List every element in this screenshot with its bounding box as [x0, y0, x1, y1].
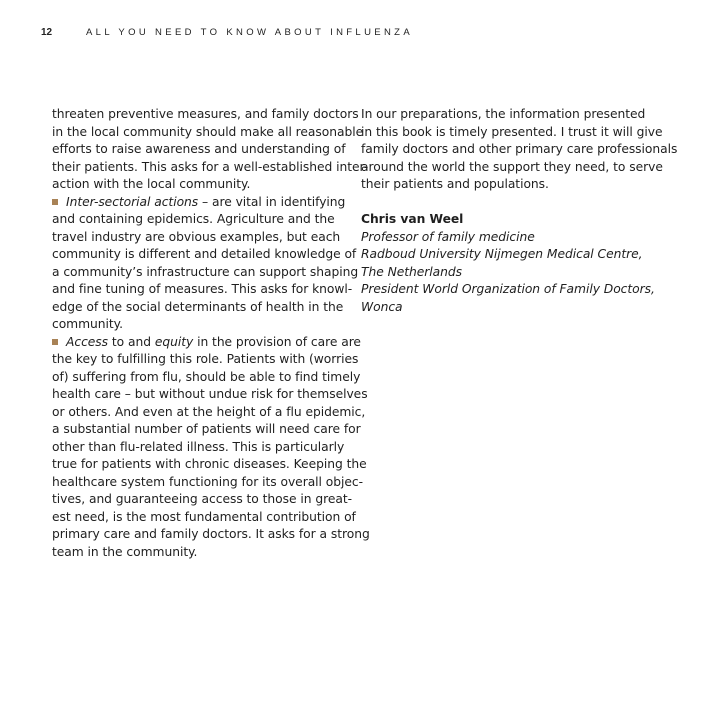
text-line: the key to fulfilling this role. Patients with (worries [52, 352, 359, 366]
text-line: of) suffering from flu, should be able to find timely [52, 369, 361, 384]
text-line: in the local community should make all reasonable [52, 124, 364, 139]
text-line: travel industry are obvious examples, but each [52, 229, 341, 244]
square-bullet-icon [52, 339, 58, 345]
text-line: and containing epidemics. Agriculture and the [52, 212, 335, 226]
text-line: healthcare system functioning for its overall objec- [52, 474, 363, 489]
author-title-line: President World Organization of Family Doctors, [361, 282, 655, 296]
italic-term: Inter-sectorial actions [66, 194, 199, 209]
text-line: In our preparations, the information presented [361, 107, 646, 121]
text-line: around the world the support they need, to serve [361, 159, 663, 174]
text-line: a substantial number of patients will need care for [52, 422, 361, 436]
author-title-line: Professor of family medicine [361, 229, 535, 244]
text-line: efforts to raise awareness and understanding of [52, 142, 346, 156]
text-fragment: in the provision of care are [193, 334, 361, 349]
signature-block [361, 211, 661, 316]
text-line: health care – but without undue risk for themselves [52, 387, 368, 401]
text-line: community. [52, 317, 123, 331]
square-bullet-icon [52, 199, 58, 205]
closing-paragraph [361, 106, 678, 194]
text-line: team in the community. [52, 544, 198, 559]
text-line: tives, and guaranteeing access to those in great- [52, 492, 352, 506]
text-fragment: to and [108, 334, 155, 349]
text-line: in this book is timely presented. I trust it will give [361, 124, 663, 139]
bullet-item-access-equity [52, 334, 370, 562]
text-line: threaten preventive measures, and family doctors [52, 107, 359, 121]
text-line: other than flu-related illness. This is particularly [52, 439, 345, 454]
text-line: or others. And even at the height of a flu epidemic, [52, 404, 366, 419]
text-line [52, 194, 352, 212]
italic-term: Access [66, 334, 109, 349]
right-column [361, 106, 678, 316]
text-line [52, 334, 361, 352]
running-head [41, 24, 413, 40]
text-line: community is different and detailed knowledge of [52, 247, 357, 261]
running-title: ALL YOU NEED TO KNOW ABOUT INFLUENZA [86, 26, 414, 38]
author-title-line: Radboud University Nijmegen Medical Centre, [361, 247, 643, 261]
text-fragment: – are vital in identifying [198, 194, 346, 209]
left-column [52, 106, 370, 561]
text-line: est need, is the most fundamental contribution of [52, 509, 356, 524]
text-line: their patients and populations. [361, 177, 549, 191]
text-line: a community’s infrastructure can support shaping [52, 264, 359, 279]
text-line: and fine tuning of measures. This asks for knowl- [52, 282, 353, 296]
author-title-line: Wonca [361, 299, 403, 314]
intro-paragraph [52, 106, 369, 194]
text-line: their patients. This asks for a well-established inter- [52, 159, 369, 174]
text-line: family doctors and other primary care professionals [361, 142, 678, 156]
text-line: action with the local community. [52, 177, 251, 191]
page-number: 12 [41, 26, 53, 38]
text-line: true for patients with chronic diseases. Keeping the [52, 457, 367, 471]
author-name: Chris van Weel [361, 212, 464, 226]
author-title-line: The Netherlands [361, 264, 462, 279]
text-line: edge of the social determinants of health in the [52, 299, 344, 314]
text-line: primary care and family doctors. It asks for a strong [52, 527, 370, 541]
bullet-item-inter-sectorial [52, 194, 359, 334]
italic-term: equity [154, 334, 194, 349]
